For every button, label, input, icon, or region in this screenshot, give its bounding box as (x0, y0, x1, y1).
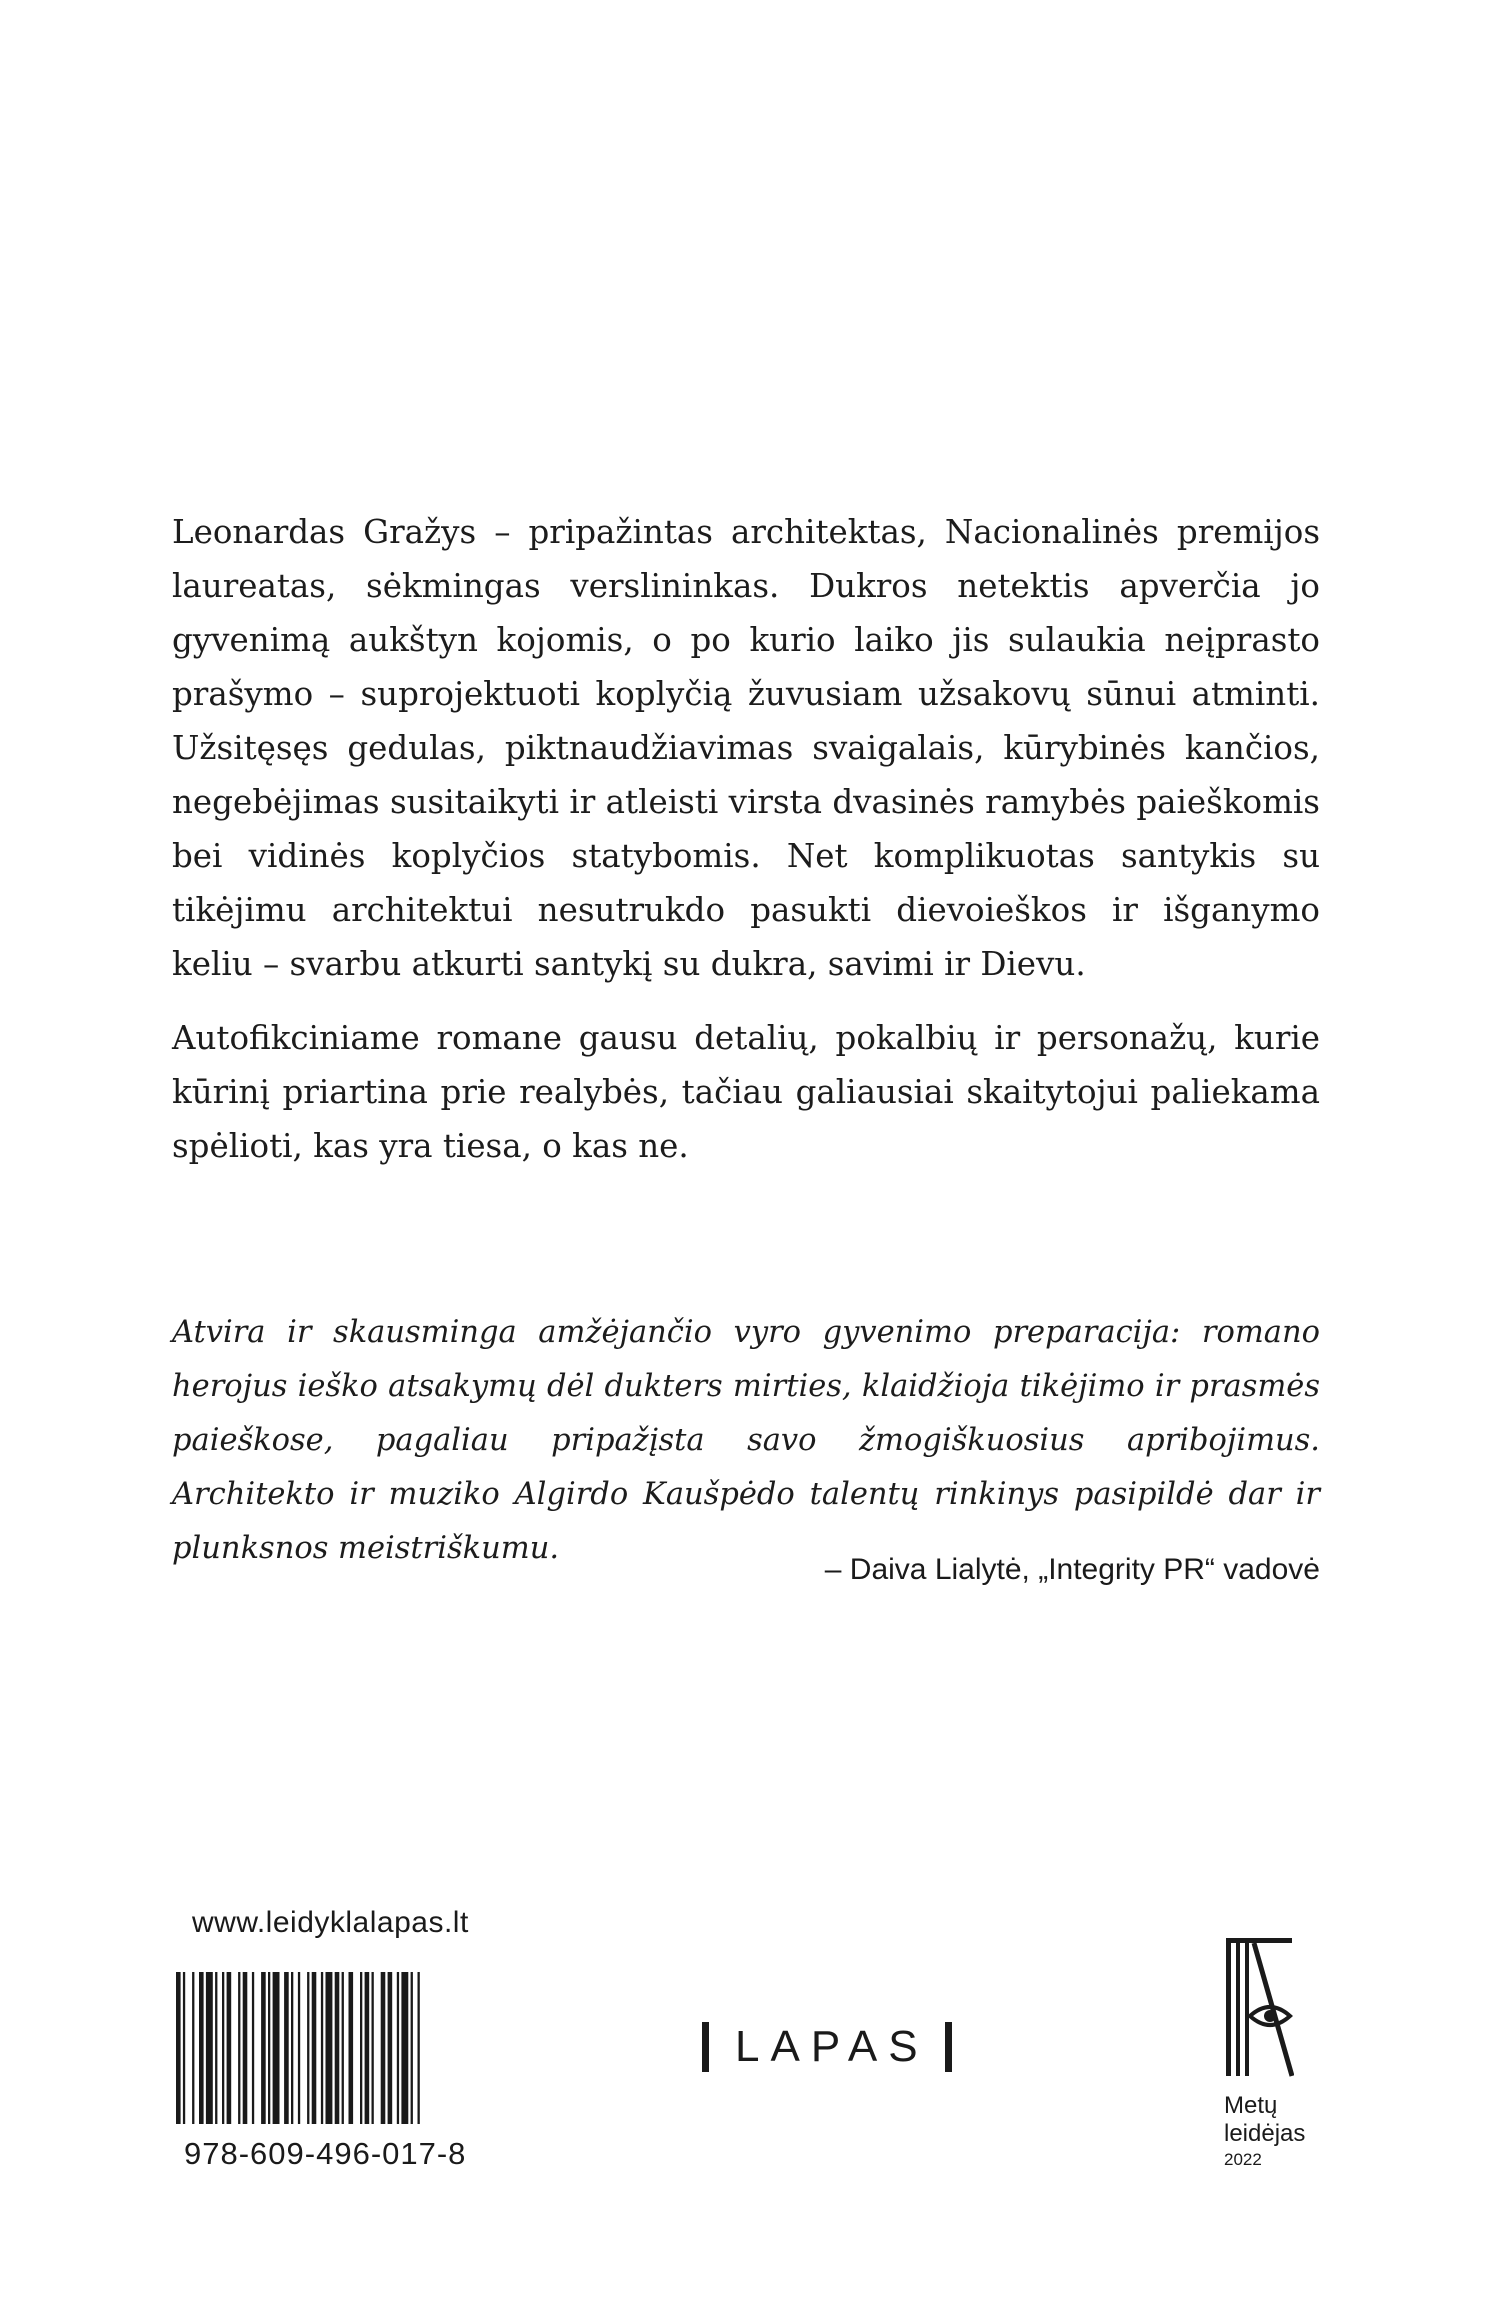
award-year: 2022 (1224, 2150, 1262, 2169)
review-attribution: – Daiva Lialytė, „Integrity PR“ vadovė (824, 1553, 1320, 1586)
isbn-barcode (176, 1972, 492, 2124)
publisher-website: www.leidyklalapas.lt (192, 1906, 469, 1939)
eye-icon (1250, 2007, 1290, 2025)
book-blurb (172, 505, 1320, 1173)
award-line-2: leidėjas (1224, 2120, 1306, 2147)
logo-right-bar (945, 2022, 952, 2072)
logo-text: LAPAS (735, 2022, 929, 2071)
review-quote: Atvira ir skausminga amžėjančio vyro gyvenimo preparacija: romano herojus ieško atsakymų dėl dukters mirties, klaidžioja tikėjimo ir prasmės paieškose, pagaliau pripažįsta savo žmogiškuosius apribojimus. Architekto ir muziko Algirdo Kaušpėdo talentų rinkinys pasipildė dar ir plunksnos meistriškumu. (172, 1315, 1320, 1566)
isbn-number: 978-609-496-017-8 (184, 2136, 467, 2171)
lapas-logo (702, 2018, 952, 2076)
blurb-paragraph-1: Leonardas Gražys – pripažintas architektas, Nacionalinės premijos laureatas, sėkmingas verslininkas. Dukros netektis apverčia jo gyvenimą aukštyn kojomis, o po kurio laiko jis sulaukia neįprasto prašymo – suprojektuoti koplyčią žuvusiam užsakovų sūnui atminti. Užsitęsęs gedulas, piktnaudžiavimas svaigalais, kūrybinės kančios, negebėjimas susitaikyti ir atleisti virsta dvasinės ramybės paieškomis bei vidinės koplyčios statybomis. Net komplikuotas santykis su tikėjimu architektui nesutrukdo pasukti dievoieškos ir išganymo keliu – svarbu atkurti santykį su dukra, savimi ir Dievu. (172, 513, 1320, 983)
award-emblem (1224, 1936, 1294, 2078)
award-line-1: Metų (1224, 2092, 1278, 2119)
logo-left-bar (702, 2022, 709, 2072)
blurb-paragraph-2: Autofikciniame romane gausu detalių, pokalbių ir personažų, kurie kūrinį priartina prie realybės, tačiau galiausiai skaitytojui paliekama spėlioti, kas yra tiesa, o kas ne. (172, 1019, 1320, 1165)
publisher-of-year-award (1224, 1936, 1314, 2172)
